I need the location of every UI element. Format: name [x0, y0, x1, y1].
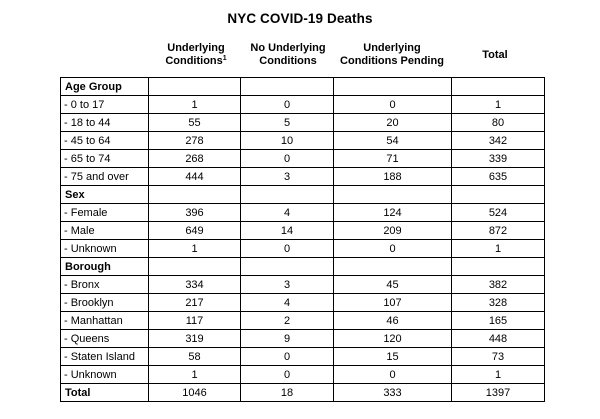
cell-underlying: 649 [149, 222, 241, 240]
cell-no-underlying: 5 [241, 114, 334, 132]
cell-pending: 54 [334, 132, 452, 150]
table-row [61, 366, 545, 384]
cell-no-underlying: 2 [241, 312, 334, 330]
row-label: - Manhattan [61, 312, 149, 330]
header-no-underlying-line1: No Underlying [250, 42, 326, 54]
total-label: Total [61, 384, 149, 402]
row-label: - Unknown [61, 366, 149, 384]
row-label: - 45 to 64 [61, 132, 149, 150]
cell-pending: 20 [334, 114, 452, 132]
total-row [61, 384, 545, 402]
cell-underlying: 334 [149, 276, 241, 294]
cell-underlying: 58 [149, 348, 241, 366]
header-underlying-line2: Conditions [165, 55, 223, 67]
cell-no-underlying: 0 [241, 366, 334, 384]
cell-pending: 71 [334, 150, 452, 168]
table-row [61, 222, 545, 240]
cell-total: 524 [452, 204, 545, 222]
cell-underlying: 1 [149, 96, 241, 114]
header-pending-line1: Underlying [363, 42, 421, 54]
section-row-age-group [61, 78, 545, 96]
cell-total: 448 [452, 330, 545, 348]
row-label: - 65 to 74 [61, 150, 149, 168]
cell-underlying: 1 [149, 366, 241, 384]
section-row-borough [61, 258, 545, 276]
row-label: - Male [61, 222, 149, 240]
cell-total: 635 [452, 168, 545, 186]
table-row [61, 168, 545, 186]
cell-underlying: 55 [149, 114, 241, 132]
cell-total: 80 [452, 114, 545, 132]
cell-no-underlying: 0 [241, 96, 334, 114]
row-label: - Queens [61, 330, 149, 348]
row-label: - Bronx [61, 276, 149, 294]
cell-underlying: 1 [149, 240, 241, 258]
section-row-sex [61, 186, 545, 204]
table-row [61, 132, 545, 150]
cell-no-underlying: 10 [241, 132, 334, 150]
row-label: - 18 to 44 [61, 114, 149, 132]
row-label: - Brooklyn [61, 294, 149, 312]
cell-total: 1 [452, 240, 545, 258]
section-label: Borough [61, 258, 149, 276]
cell-total: 73 [452, 348, 545, 366]
header-underlying-conditions-pending [330, 42, 454, 68]
cell-total: 339 [452, 150, 545, 168]
section-label: Sex [61, 186, 149, 204]
table-row [61, 276, 545, 294]
table-row [61, 330, 545, 348]
cell-pending: 15 [334, 348, 452, 366]
cell-pending: 209 [334, 222, 452, 240]
cell-total: 872 [452, 222, 545, 240]
cell-underlying: 444 [149, 168, 241, 186]
header-underlying-conditions [148, 42, 244, 68]
row-label: - 75 and over [61, 168, 149, 186]
cell-total: 342 [452, 132, 545, 150]
header-no-underlying-conditions [236, 42, 340, 68]
cell-no-underlying: 0 [241, 348, 334, 366]
cell-underlying: 217 [149, 294, 241, 312]
cell-total: 165 [452, 312, 545, 330]
cell-pending: 45 [334, 276, 452, 294]
table-row [61, 294, 545, 312]
footnote-marker: 1 [222, 55, 227, 62]
cell-underlying: 396 [149, 204, 241, 222]
total-total: 1397 [452, 384, 545, 402]
cell-total: 328 [452, 294, 545, 312]
cell-no-underlying: 9 [241, 330, 334, 348]
header-total [450, 49, 540, 62]
header-underlying-line1: Underlying [167, 42, 225, 54]
cell-no-underlying: 3 [241, 276, 334, 294]
cell-pending: 120 [334, 330, 452, 348]
cell-pending: 0 [334, 366, 452, 384]
table-row [61, 204, 545, 222]
section-label: Age Group [61, 78, 149, 96]
cell-no-underlying: 0 [241, 240, 334, 258]
header-pending-line2: Conditions Pending [340, 55, 444, 67]
header-total-label: Total [482, 49, 508, 61]
header-no-underlying-line2: Conditions [259, 55, 317, 67]
cell-underlying: 268 [149, 150, 241, 168]
cell-total: 1 [452, 96, 545, 114]
row-label: - Unknown [61, 240, 149, 258]
row-label: - 0 to 17 [61, 96, 149, 114]
cell-no-underlying: 3 [241, 168, 334, 186]
covid-deaths-table [60, 77, 545, 402]
cell-pending: 188 [334, 168, 452, 186]
table-row [61, 312, 545, 330]
total-no-underlying: 18 [241, 384, 334, 402]
table-row [61, 96, 545, 114]
row-label: - Staten Island [61, 348, 149, 366]
cell-pending: 107 [334, 294, 452, 312]
cell-total: 382 [452, 276, 545, 294]
cell-no-underlying: 4 [241, 204, 334, 222]
total-pending: 333 [334, 384, 452, 402]
cell-no-underlying: 14 [241, 222, 334, 240]
row-label: - Female [61, 204, 149, 222]
cell-no-underlying: 4 [241, 294, 334, 312]
total-underlying: 1046 [149, 384, 241, 402]
table-row [61, 240, 545, 258]
cell-total: 1 [452, 366, 545, 384]
cell-pending: 0 [334, 96, 452, 114]
cell-pending: 46 [334, 312, 452, 330]
cell-pending: 124 [334, 204, 452, 222]
cell-underlying: 319 [149, 330, 241, 348]
cell-pending: 0 [334, 240, 452, 258]
cell-no-underlying: 0 [241, 150, 334, 168]
page-title: NYC COVID-19 Deaths [227, 11, 373, 26]
table-row [61, 348, 545, 366]
table-row [61, 114, 545, 132]
cell-underlying: 117 [149, 312, 241, 330]
table-row [61, 150, 545, 168]
cell-underlying: 278 [149, 132, 241, 150]
